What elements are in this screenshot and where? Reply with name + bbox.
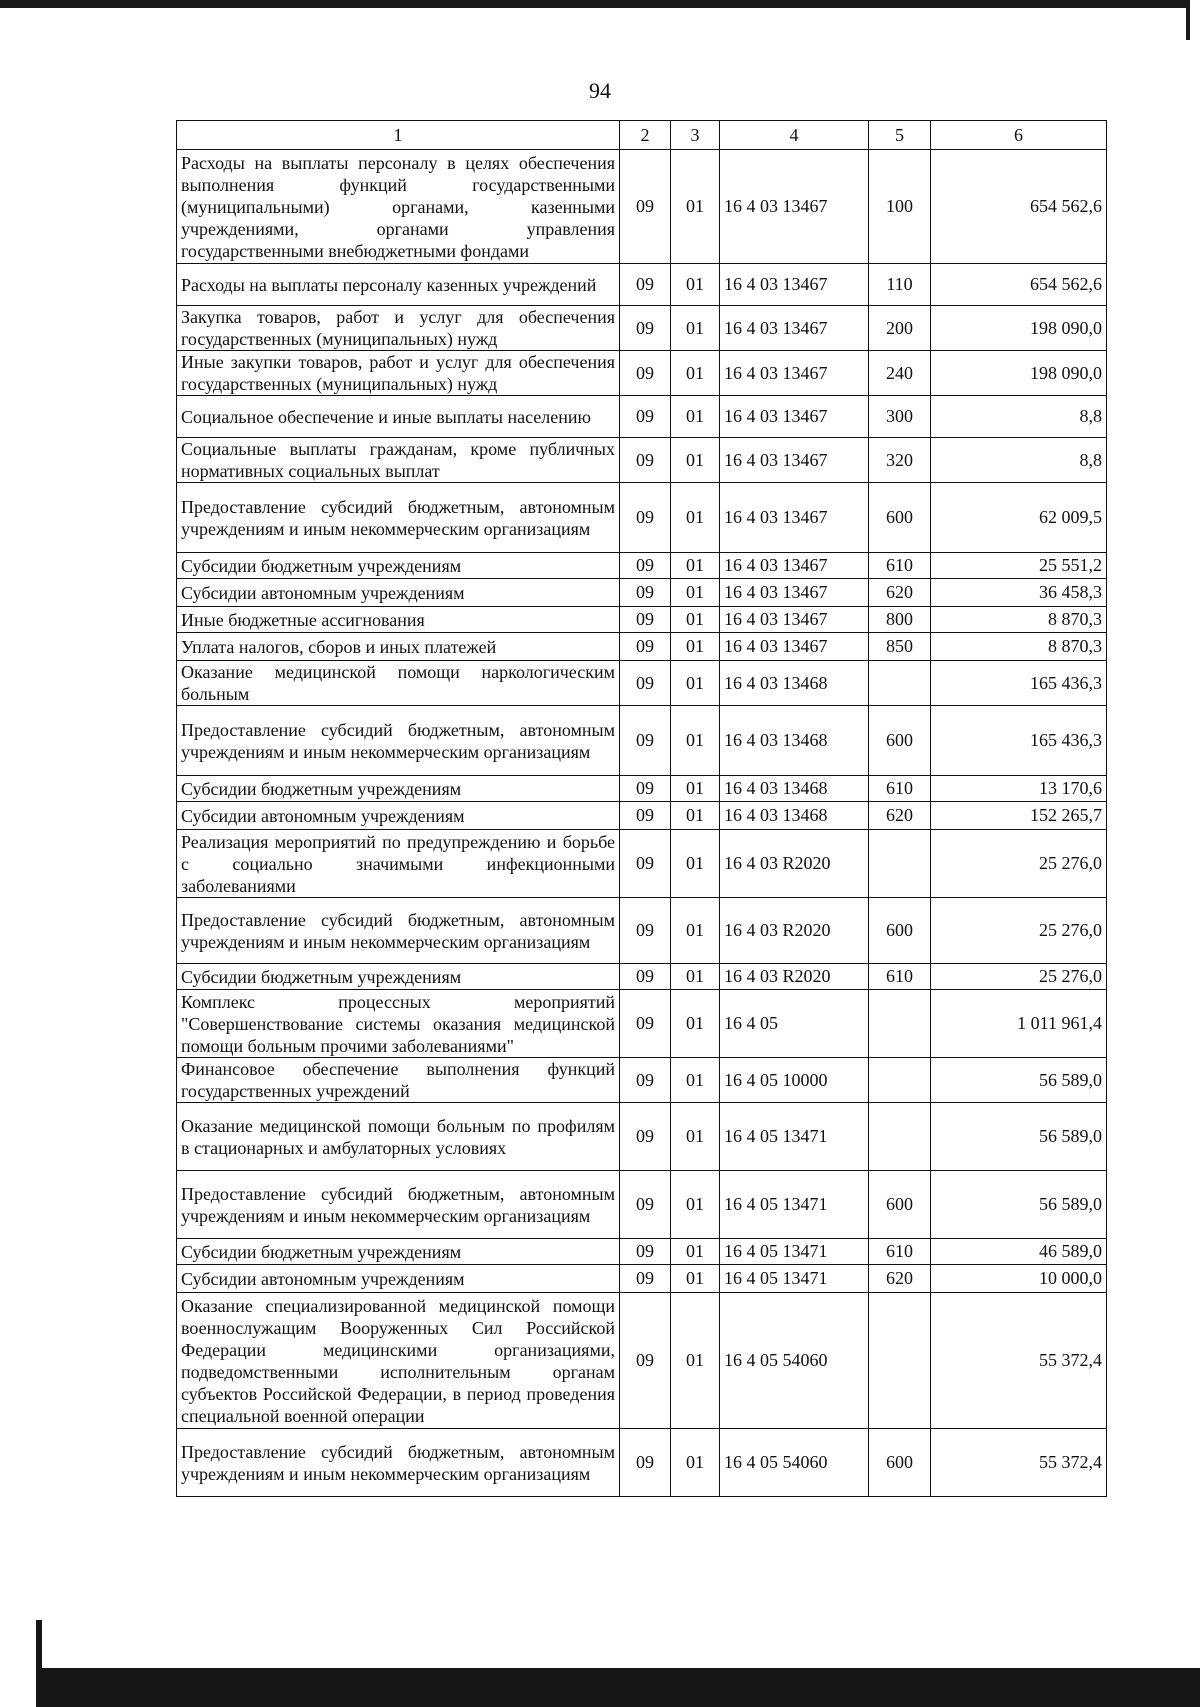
row-target-article: 16 4 03 13468 [720, 802, 869, 830]
row-name: Реализация мероприятий по предупреждению и борьбе с социально значимыми инфекционными заболеваниями [177, 830, 620, 898]
row-subsection: 01 [671, 802, 720, 830]
row-name: Субсидии бюджетным учреждениям [177, 1239, 620, 1265]
row-section: 09 [620, 1103, 671, 1171]
row-target-article: 16 4 03 13467 [720, 396, 869, 438]
header-col-5: 5 [869, 121, 931, 150]
row-section: 09 [620, 396, 671, 438]
row-expense-type: 620 [869, 802, 931, 830]
table-row [177, 661, 1107, 706]
row-target-article: 16 4 03 13467 [720, 150, 869, 264]
row-subsection: 01 [671, 1171, 720, 1239]
table-row [177, 1293, 1107, 1429]
row-section: 09 [620, 607, 671, 633]
row-expense-type: 100 [869, 150, 931, 264]
row-target-article: 16 4 03 13467 [720, 264, 869, 306]
row-target-article: 16 4 05 13471 [720, 1103, 869, 1171]
row-section: 09 [620, 1265, 671, 1293]
table-row [177, 1058, 1107, 1103]
row-expense-type: 600 [869, 898, 931, 964]
row-name: Оказание медицинской помощи больным по профилям в стационарных и амбулаторных условиях [177, 1103, 620, 1171]
row-section: 09 [620, 776, 671, 802]
scan-border-top [0, 0, 1190, 8]
row-expense-type: 600 [869, 706, 931, 776]
row-target-article: 16 4 05 13471 [720, 1239, 869, 1265]
row-amount: 165 436,3 [931, 706, 1107, 776]
table-row [177, 776, 1107, 802]
row-name: Предоставление субсидий бюджетным, автономным учреждениям и иным некоммерческим организациям [177, 1171, 620, 1239]
row-target-article: 16 4 05 54060 [720, 1429, 869, 1497]
row-amount: 25 276,0 [931, 830, 1107, 898]
row-name: Финансовое обеспечение выполнения функций государственных учреждений [177, 1058, 620, 1103]
header-col-6: 6 [931, 121, 1107, 150]
row-expense-type [869, 830, 931, 898]
row-subsection: 01 [671, 1293, 720, 1429]
row-target-article: 16 4 03 13467 [720, 351, 869, 396]
row-subsection: 01 [671, 1058, 720, 1103]
table-row [177, 898, 1107, 964]
row-section: 09 [620, 706, 671, 776]
row-expense-type: 600 [869, 1429, 931, 1497]
row-section: 09 [620, 553, 671, 579]
row-subsection: 01 [671, 661, 720, 706]
row-name: Оказание медицинской помощи наркологическим больным [177, 661, 620, 706]
row-name: Расходы на выплаты персоналу казенных учреждений [177, 264, 620, 306]
row-target-article: 16 4 03 13467 [720, 607, 869, 633]
table-row [177, 1171, 1107, 1239]
row-name: Субсидии бюджетным учреждениям [177, 776, 620, 802]
header-col-2: 2 [620, 121, 671, 150]
row-section: 09 [620, 990, 671, 1058]
row-amount: 8,8 [931, 438, 1107, 483]
scan-border-left [36, 1620, 42, 1670]
row-section: 09 [620, 306, 671, 351]
table-row [177, 607, 1107, 633]
row-amount: 8,8 [931, 396, 1107, 438]
row-section: 09 [620, 351, 671, 396]
row-name: Расходы на выплаты персоналу в целях обеспечения выполнения функций государственными (муниципальными) органами, казенными учреждениями, органами управления государственными внебюджетными фондами [177, 150, 620, 264]
row-expense-type: 610 [869, 1239, 931, 1265]
row-target-article: 16 4 03 13467 [720, 306, 869, 351]
scan-border-bottom [36, 1668, 1200, 1707]
row-subsection: 01 [671, 438, 720, 483]
row-subsection: 01 [671, 830, 720, 898]
row-subsection: 01 [671, 579, 720, 607]
row-expense-type: 800 [869, 607, 931, 633]
row-section: 09 [620, 661, 671, 706]
row-amount: 25 276,0 [931, 964, 1107, 990]
row-subsection: 01 [671, 633, 720, 661]
row-subsection: 01 [671, 1239, 720, 1265]
row-target-article: 16 4 05 13471 [720, 1171, 869, 1239]
row-expense-type: 600 [869, 1171, 931, 1239]
row-name: Предоставление субсидий бюджетным, автономным учреждениям и иным некоммерческим организациям [177, 1429, 620, 1497]
row-target-article: 16 4 05 [720, 990, 869, 1058]
row-target-article: 16 4 03 R2020 [720, 898, 869, 964]
row-amount: 55 372,4 [931, 1293, 1107, 1429]
table-row [177, 306, 1107, 351]
table-row [177, 1103, 1107, 1171]
row-amount: 1 011 961,4 [931, 990, 1107, 1058]
row-target-article: 16 4 05 54060 [720, 1293, 869, 1429]
row-amount: 56 589,0 [931, 1058, 1107, 1103]
row-target-article: 16 4 03 13467 [720, 438, 869, 483]
row-amount: 62 009,5 [931, 483, 1107, 553]
row-target-article: 16 4 03 R2020 [720, 830, 869, 898]
row-section: 09 [620, 633, 671, 661]
row-target-article: 16 4 03 13467 [720, 633, 869, 661]
row-expense-type [869, 1293, 931, 1429]
table-row [177, 990, 1107, 1058]
row-expense-type [869, 990, 931, 1058]
row-section: 09 [620, 830, 671, 898]
header-col-4: 4 [720, 121, 869, 150]
row-section: 09 [620, 264, 671, 306]
table-row [177, 1265, 1107, 1293]
row-amount: 55 372,4 [931, 1429, 1107, 1497]
row-expense-type [869, 1058, 931, 1103]
row-amount: 46 589,0 [931, 1239, 1107, 1265]
row-subsection: 01 [671, 483, 720, 553]
row-expense-type: 240 [869, 351, 931, 396]
row-section: 09 [620, 150, 671, 264]
row-expense-type: 320 [869, 438, 931, 483]
row-name: Предоставление субсидий бюджетным, автономным учреждениям и иным некоммерческим организациям [177, 706, 620, 776]
row-section: 09 [620, 579, 671, 607]
table-row [177, 1429, 1107, 1497]
row-subsection: 01 [671, 964, 720, 990]
budget-table [176, 120, 1107, 1497]
row-expense-type: 110 [869, 264, 931, 306]
row-amount: 198 090,0 [931, 351, 1107, 396]
row-expense-type: 610 [869, 553, 931, 579]
row-name: Социальные выплаты гражданам, кроме публичных нормативных социальных выплат [177, 438, 620, 483]
row-subsection: 01 [671, 1265, 720, 1293]
row-subsection: 01 [671, 306, 720, 351]
row-subsection: 01 [671, 706, 720, 776]
row-amount: 25 551,2 [931, 553, 1107, 579]
row-target-article: 16 4 03 13468 [720, 706, 869, 776]
row-section: 09 [620, 964, 671, 990]
row-name: Комплекс процессных мероприятий "Совершенствование системы оказания медицинской помощи больным прочими заболеваниями" [177, 990, 620, 1058]
row-section: 09 [620, 483, 671, 553]
row-name: Иные бюджетные ассигнования [177, 607, 620, 633]
row-section: 09 [620, 1429, 671, 1497]
row-subsection: 01 [671, 150, 720, 264]
row-subsection: 01 [671, 898, 720, 964]
row-section: 09 [620, 1058, 671, 1103]
table-row [177, 830, 1107, 898]
row-amount: 36 458,3 [931, 579, 1107, 607]
row-subsection: 01 [671, 776, 720, 802]
row-name: Субсидии автономным учреждениям [177, 802, 620, 830]
row-name: Уплата налогов, сборов и иных платежей [177, 633, 620, 661]
scan-border-right [1186, 0, 1190, 40]
row-section: 09 [620, 898, 671, 964]
row-expense-type: 610 [869, 964, 931, 990]
table-row [177, 264, 1107, 306]
row-target-article: 16 4 03 13468 [720, 776, 869, 802]
row-amount: 56 589,0 [931, 1171, 1107, 1239]
row-target-article: 16 4 03 R2020 [720, 964, 869, 990]
row-amount: 198 090,0 [931, 306, 1107, 351]
table-row [177, 396, 1107, 438]
row-name: Оказание специализированной медицинской помощи военнослужащим Вооруженных Сил Российской Федерации медицинскими организациями, подведомственными исполнительным органам субъектов Российской Федерации, в период проведения специальной военной операции [177, 1293, 620, 1429]
row-target-article: 16 4 03 13467 [720, 579, 869, 607]
header-row [177, 121, 1107, 150]
table-row [177, 964, 1107, 990]
row-expense-type: 620 [869, 1265, 931, 1293]
table-row [177, 1239, 1107, 1265]
row-subsection: 01 [671, 1103, 720, 1171]
row-name: Иные закупки товаров, работ и услуг для обеспечения государственных (муниципальных) нужд [177, 351, 620, 396]
row-section: 09 [620, 1171, 671, 1239]
row-expense-type: 620 [869, 579, 931, 607]
row-expense-type: 300 [869, 396, 931, 438]
row-expense-type [869, 1103, 931, 1171]
table-row [177, 351, 1107, 396]
row-subsection: 01 [671, 1429, 720, 1497]
row-name: Социальное обеспечение и иные выплаты населению [177, 396, 620, 438]
table-row [177, 483, 1107, 553]
row-target-article: 16 4 05 13471 [720, 1265, 869, 1293]
row-amount: 8 870,3 [931, 633, 1107, 661]
row-amount: 152 265,7 [931, 802, 1107, 830]
header-col-1: 1 [177, 121, 620, 150]
table-row [177, 706, 1107, 776]
row-amount: 25 276,0 [931, 898, 1107, 964]
row-target-article: 16 4 03 13467 [720, 483, 869, 553]
header-col-3: 3 [671, 121, 720, 150]
row-target-article: 16 4 05 10000 [720, 1058, 869, 1103]
row-expense-type: 200 [869, 306, 931, 351]
row-expense-type: 850 [869, 633, 931, 661]
row-subsection: 01 [671, 264, 720, 306]
row-section: 09 [620, 1293, 671, 1429]
row-subsection: 01 [671, 607, 720, 633]
row-amount: 654 562,6 [931, 264, 1107, 306]
row-section: 09 [620, 1239, 671, 1265]
row-name: Субсидии автономным учреждениям [177, 1265, 620, 1293]
table-row [177, 150, 1107, 264]
row-name: Субсидии бюджетным учреждениям [177, 964, 620, 990]
table-row [177, 579, 1107, 607]
row-amount: 56 589,0 [931, 1103, 1107, 1171]
row-name: Субсидии бюджетным учреждениям [177, 553, 620, 579]
row-section: 09 [620, 802, 671, 830]
row-expense-type: 610 [869, 776, 931, 802]
row-name: Субсидии автономным учреждениям [177, 579, 620, 607]
row-name: Предоставление субсидий бюджетным, автономным учреждениям и иным некоммерческим организациям [177, 483, 620, 553]
table-row [177, 802, 1107, 830]
row-amount: 13 170,6 [931, 776, 1107, 802]
row-section: 09 [620, 438, 671, 483]
table-row [177, 553, 1107, 579]
page-number: 94 [589, 78, 611, 103]
row-target-article: 16 4 03 13467 [720, 553, 869, 579]
row-amount: 8 870,3 [931, 607, 1107, 633]
row-name: Закупка товаров, работ и услуг для обеспечения государственных (муниципальных) нужд [177, 306, 620, 351]
row-subsection: 01 [671, 351, 720, 396]
row-subsection: 01 [671, 396, 720, 438]
row-amount: 165 436,3 [931, 661, 1107, 706]
row-expense-type [869, 661, 931, 706]
table-row [177, 633, 1107, 661]
row-expense-type: 600 [869, 483, 931, 553]
row-amount: 10 000,0 [931, 1265, 1107, 1293]
row-subsection: 01 [671, 553, 720, 579]
row-subsection: 01 [671, 990, 720, 1058]
row-name: Предоставление субсидий бюджетным, автономным учреждениям и иным некоммерческим организациям [177, 898, 620, 964]
row-amount: 654 562,6 [931, 150, 1107, 264]
row-target-article: 16 4 03 13468 [720, 661, 869, 706]
table-row [177, 438, 1107, 483]
